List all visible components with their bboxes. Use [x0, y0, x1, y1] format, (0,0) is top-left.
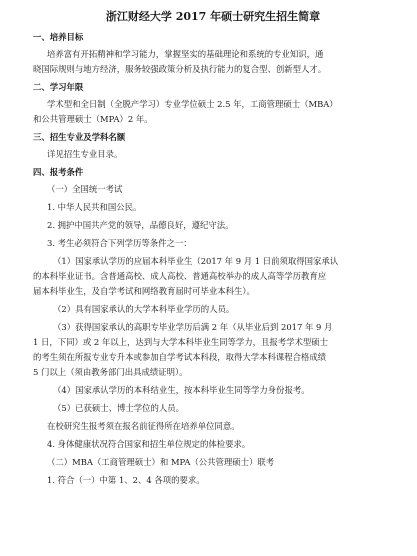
document-body: [33, 31, 393, 487]
text-line: 届本科毕业生，及自学考试和网络教育届时可毕业本科生）。: [33, 286, 255, 296]
section-heading: 三、招生专业及学科名额: [33, 132, 126, 142]
section-heading: 一、培养目标: [33, 32, 84, 42]
text-line: 2. 拥护中国共产党的领导，品德良好，遵纪守法。: [47, 220, 234, 230]
section-heading: 四、报考条件: [33, 167, 84, 177]
text-line: 和公共管理硕士（MPA）2 年。: [33, 114, 153, 124]
text-line: 晓国际规则与地方经济，服务较强政策分析及执行能力的复合型、创新型人才。: [33, 64, 327, 74]
text-line: （5）已获硕士、博士学位的人员。: [53, 403, 184, 413]
text-line: （4）国家承认学历的本科结业生，按本科毕业生同等学力身份报考。: [53, 385, 310, 395]
section-heading: 二、学习年限: [33, 82, 84, 92]
text-line: 在校研究生报考须在报名前征得所在培养单位同意。: [47, 421, 240, 431]
text-line: （1）国家承认学历的应届本科毕业生（2017 年 9 月 1 日前须取得国家承认: [53, 256, 339, 266]
text-line: （一）全国统一考试: [47, 184, 123, 194]
text-line: （二）MBA（工商管理硕士）和 MPA（公共管理硕士）联考: [47, 457, 275, 467]
text-line: （2）具有国家承认的大学本科毕业学历的人员。: [53, 304, 235, 314]
text-line: 培养富有开拓精神和学习能力，掌握坚实的基础理论和系统的专业知识，通: [47, 49, 324, 59]
document-title: 浙江财经大学 2017 年硕士研究生招生简章: [105, 10, 321, 23]
text-line: 1 日，下同）或 2 年以上，达到与大学本科毕业生同等学力，且报考学术型硕士: [33, 337, 329, 347]
text-line: 3. 考生必须符合下列学历等条件之一：: [47, 238, 192, 248]
text-line: 详见招生专业目录。: [47, 149, 123, 159]
text-line: 5 门以上（须由教务部门出具成绩证明）。: [33, 367, 188, 377]
text-line: 1. 符合（一）中第 1、2、4 各项的要求。: [47, 475, 205, 485]
text-line: 4. 身体健康状况符合国家和招生单位规定的体检要求。: [47, 439, 251, 449]
text-line: 的本科毕业证书。含普通高校、成人高校、普通高校举办的成人高等学历教育应: [33, 271, 327, 281]
text-line: 1. 中华人民共和国公民。: [47, 202, 142, 212]
text-line: 学术型和全日制（全脱产学习）专业学位硕士 2.5 年，工商管理硕士（MBA）: [47, 99, 338, 109]
text-line: 的考生须在所报专业专升本或参加自学考试本科段，取得大学本科课程合格成绩: [33, 352, 327, 362]
text-line: （3）获得国家承认的高职专毕业学历后满 2 年（从毕业后到 2017 年 9 月: [53, 322, 333, 332]
